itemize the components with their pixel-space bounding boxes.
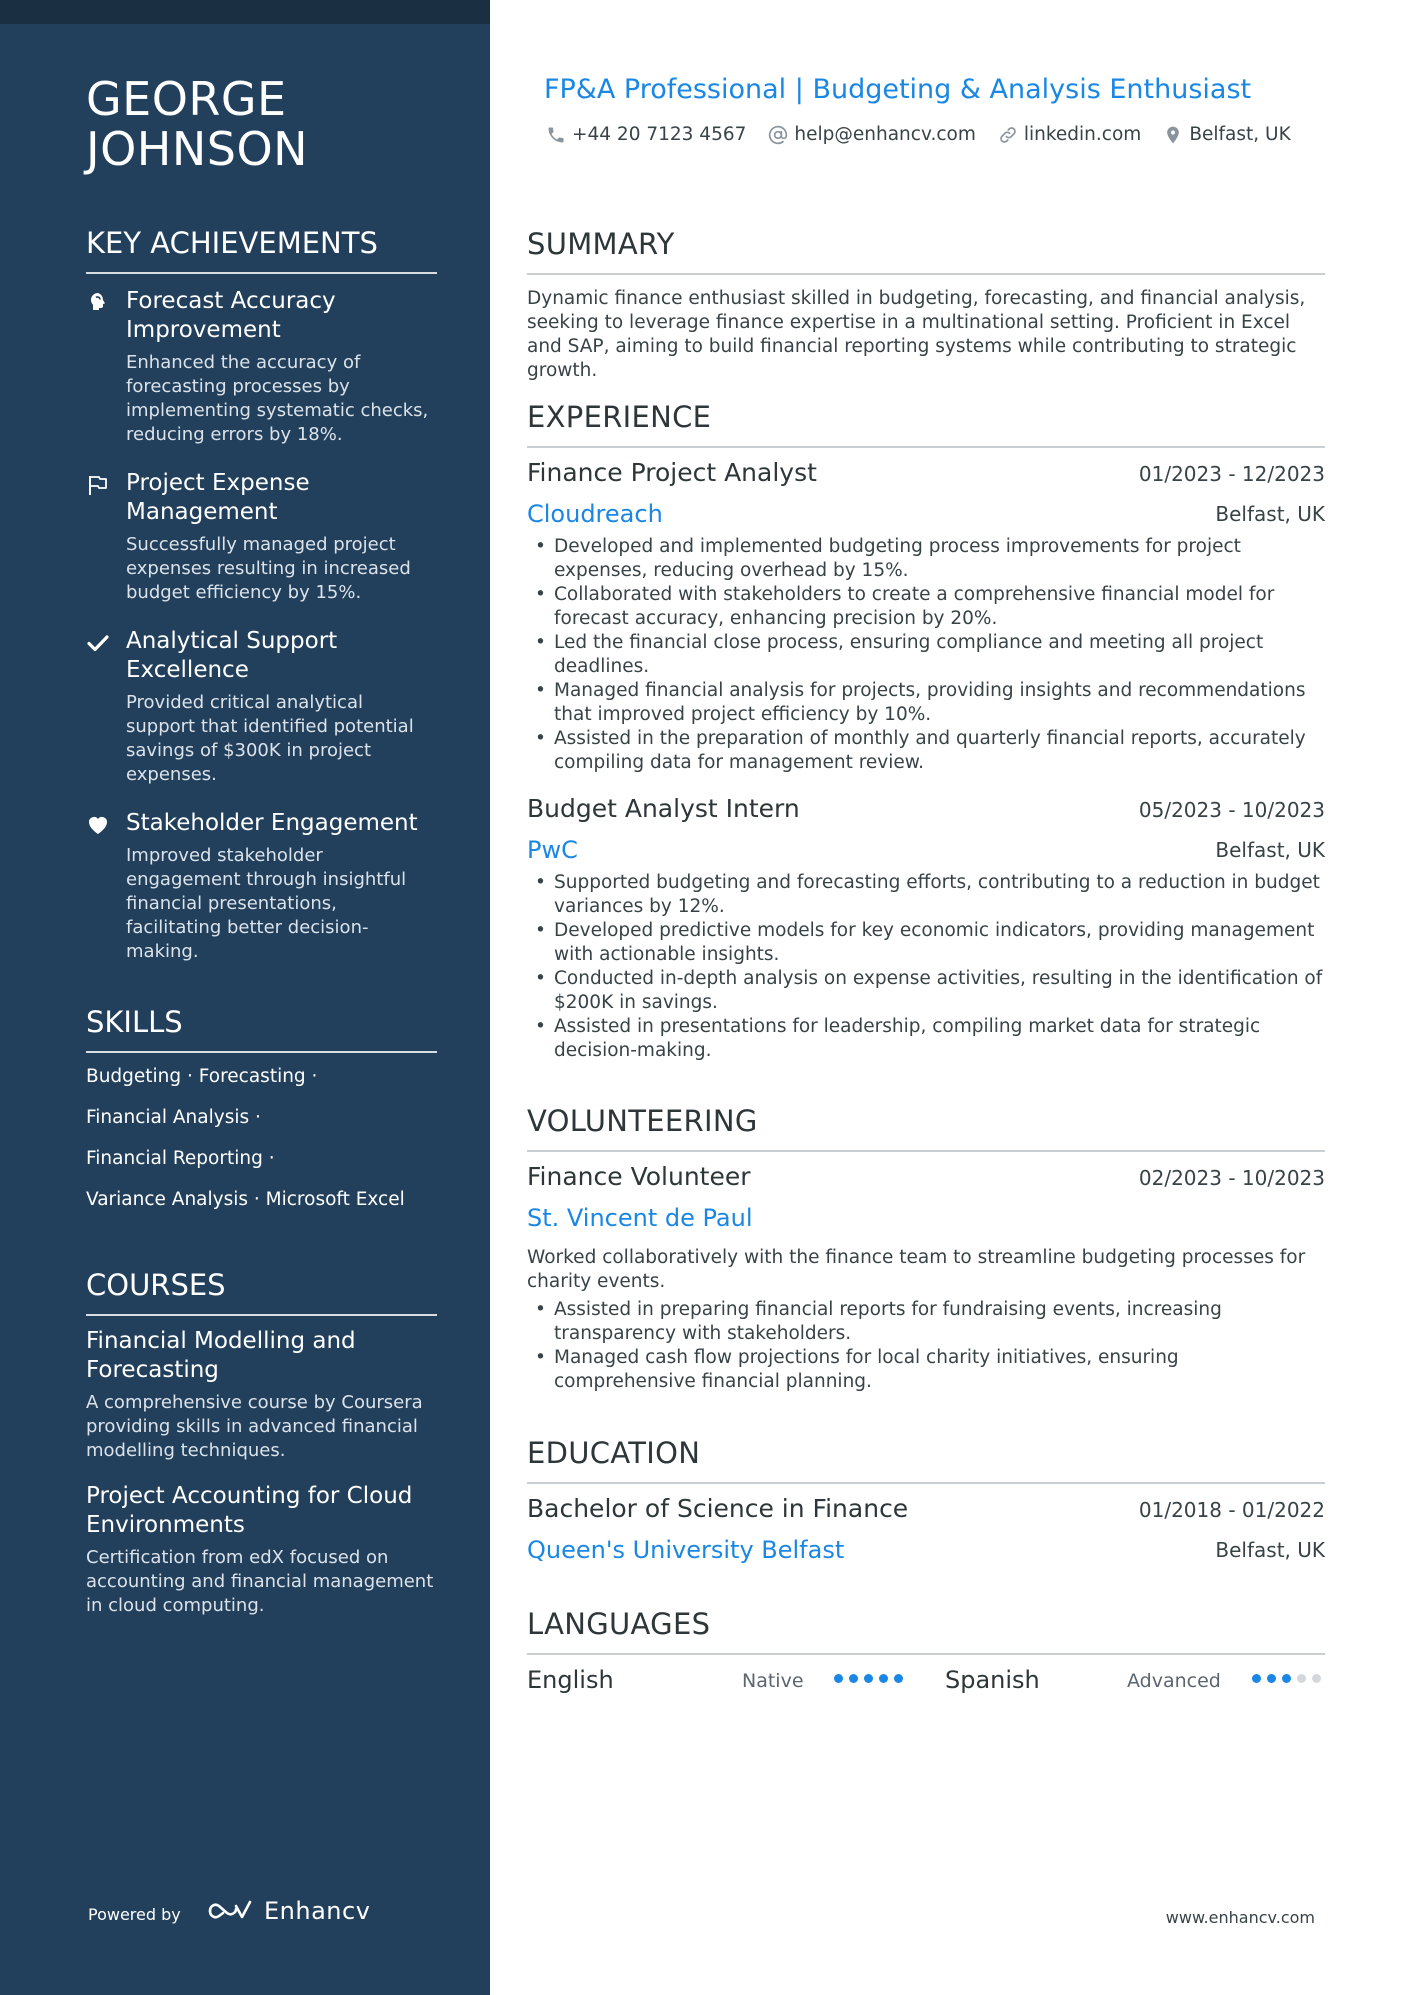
course-title: Financial Modelling and Forecasting xyxy=(86,1328,356,1383)
candidate-name xyxy=(86,74,308,174)
achievement-title: Project Expense Management xyxy=(126,470,310,525)
skills-line: Financial Reporting · xyxy=(86,1148,275,1169)
location-text: Belfast, UK xyxy=(1189,124,1291,145)
rating-dot-filled xyxy=(1282,1674,1291,1683)
phone-text: +44 20 7123 4567 xyxy=(572,124,747,145)
skills-title: SKILLS xyxy=(86,1005,437,1053)
contact-phone[interactable] xyxy=(546,124,746,145)
skills-line: Financial Analysis · xyxy=(86,1107,261,1128)
job-location: Belfast, UK xyxy=(1215,838,1325,862)
job-role: Finance Project Analyst xyxy=(527,458,817,487)
rating-dot-filled xyxy=(879,1674,888,1683)
rating-dot-filled xyxy=(834,1674,843,1683)
volunteer-dates: 02/2023 - 10/2023 xyxy=(1138,1166,1325,1190)
heart-icon xyxy=(86,813,110,837)
linkedin-text: linkedin.com xyxy=(1023,124,1142,145)
courses-title: COURSES xyxy=(86,1268,437,1316)
achievement-title: Forecast Accuracy Improvement xyxy=(126,288,336,343)
language-name: Spanish xyxy=(945,1666,1040,1694)
job-location: Belfast, UK xyxy=(1215,502,1325,526)
summary-text: Dynamic finance enthusiast skilled in budgeting, forecasting, and financial analysis, seeking to leverage finance expertise in a multinational setting. Proficient in Excel and SAP, aiming to build financial reporting systems while contributing to strategic growth. xyxy=(527,288,1306,381)
job-bullet: • Developed predictive models for key economic indicators, providing management with actionable insights. xyxy=(527,919,1325,967)
achievement-description: Improved stakeholder engagement through insightful financial presentations, facilitating better decision-making. xyxy=(126,845,407,962)
language-rating xyxy=(1252,1674,1321,1683)
course-description: A comprehensive course by Coursera providing skills in advanced financial modelling techniques. xyxy=(86,1392,423,1461)
enhancv-brand-name: Enhancv xyxy=(264,1897,371,1925)
job-dates: 05/2023 - 10/2023 xyxy=(1138,798,1325,822)
volunteer-org: St. Vincent de Paul xyxy=(527,1204,753,1232)
job-bullet: • Developed and implemented budgeting process improvements for project expenses, reducing overhead by 15%. xyxy=(527,535,1325,583)
language-rating xyxy=(834,1674,903,1683)
job-bullets xyxy=(527,535,1325,775)
job-company: Cloudreach xyxy=(527,500,663,528)
job-bullets xyxy=(527,871,1325,1063)
key-achievements-title: KEY ACHIEVEMENTS xyxy=(86,226,437,274)
contact-row xyxy=(546,124,1313,145)
email-text: help@enhancv.com xyxy=(794,124,976,145)
rating-dot-filled xyxy=(864,1674,873,1683)
job-bullet: • Conducted in-depth analysis on expense activities, resulting in the identification of $200K in savings. xyxy=(527,967,1325,1015)
name-line-1: GEORGE xyxy=(86,72,287,126)
achievement-description: Enhanced the accuracy of forecasting processes by implementing systematic checks, reducing errors by 18%. xyxy=(126,352,429,445)
language-level: Native xyxy=(742,1670,804,1692)
skills-line: Variance Analysis · Microsoft Excel xyxy=(86,1189,405,1210)
rating-dot-filled xyxy=(849,1674,858,1683)
summary-title: SUMMARY xyxy=(527,227,1325,275)
volunteer-bullets xyxy=(527,1298,1325,1394)
achievement-description: Successfully managed project expenses resulting in increased budget efficiency by 15%. xyxy=(126,534,411,603)
skills-line: Budgeting · Forecasting · xyxy=(86,1066,318,1087)
job-bullet: • Collaborated with stakeholders to create a comprehensive financial model for forecast accuracy, enhancing precision by 20%. xyxy=(527,583,1325,631)
job-bullet: • Assisted in presentations for leadership, compiling market data for strategic decision-making. xyxy=(527,1015,1325,1063)
link-icon xyxy=(998,125,1018,145)
education-title: EDUCATION xyxy=(527,1436,1325,1484)
achievement-title: Stakeholder Engagement xyxy=(126,810,418,836)
volunteer-bullet: • Assisted in preparing financial reports for fundraising events, increasing transparency with stakeholders. xyxy=(527,1298,1325,1346)
rating-dot-empty xyxy=(1312,1674,1321,1683)
name-line-2: JOHNSON xyxy=(86,122,309,176)
rating-dot-filled xyxy=(1252,1674,1261,1683)
headline: FP&A Professional | Budgeting & Analysis Enthusiast xyxy=(544,74,1252,105)
at-sign-icon xyxy=(768,125,788,145)
enhancv-logo-icon xyxy=(206,1898,254,1924)
language-name: English xyxy=(527,1666,614,1694)
achievement-description: Provided critical analytical support that identified potential savings of $300K in project expenses. xyxy=(126,692,414,785)
job-role: Budget Analyst Intern xyxy=(527,794,800,823)
job-bullet: • Assisted in the preparation of monthly and quarterly financial reports, accurately compiling data for management review. xyxy=(527,727,1325,775)
rating-dot-empty xyxy=(1297,1674,1306,1683)
powered-by-label: Powered by xyxy=(88,1905,181,1924)
website-footer[interactable]: www.enhancv.com xyxy=(1165,1908,1315,1927)
education-location: Belfast, UK xyxy=(1215,1538,1325,1562)
rating-dot-filled xyxy=(1267,1674,1276,1683)
enhancv-logo xyxy=(206,1896,370,1926)
sidebar xyxy=(0,0,490,1995)
education-dates: 01/2018 - 01/2022 xyxy=(1138,1498,1325,1522)
course-description: Certification from edX focused on accounting and financial management in cloud computing. xyxy=(86,1547,434,1616)
experience-title: EXPERIENCE xyxy=(527,400,1325,448)
location-pin-icon xyxy=(1163,125,1183,145)
achievement-title: Analytical Support Excellence xyxy=(126,628,338,683)
contact-location xyxy=(1163,124,1290,145)
volunteer-role: Finance Volunteer xyxy=(527,1162,751,1191)
phone-icon xyxy=(546,125,566,145)
job-company: PwC xyxy=(527,836,578,864)
checkmark-icon xyxy=(86,631,110,655)
brain-icon xyxy=(86,291,110,315)
sidebar-top-bar xyxy=(0,0,490,24)
course-title: Project Accounting for Cloud Environments xyxy=(86,1483,413,1538)
education-school: Queen's University Belfast xyxy=(527,1536,845,1564)
volunteer-bullet: • Managed cash flow projections for local charity initiatives, ensuring comprehensive financial planning. xyxy=(527,1346,1325,1394)
languages-title: LANGUAGES xyxy=(527,1607,1325,1655)
volunteering-title: VOLUNTEERING xyxy=(527,1104,1325,1152)
flag-icon xyxy=(86,473,110,497)
job-bullet: • Supported budgeting and forecasting efforts, contributing to a reduction in budget variances by 12%. xyxy=(527,871,1325,919)
job-bullet: • Led the financial close process, ensuring compliance and meeting all project deadlines. xyxy=(527,631,1325,679)
job-bullet: • Managed financial analysis for projects, providing insights and recommendations that improved project efficiency by 10%. xyxy=(527,679,1325,727)
language-level: Advanced xyxy=(1127,1670,1221,1692)
education-degree: Bachelor of Science in Finance xyxy=(527,1494,909,1523)
rating-dot-filled xyxy=(894,1674,903,1683)
volunteer-description: Worked collaboratively with the finance team to streamline budgeting processes for charity events. xyxy=(527,1247,1306,1292)
contact-email[interactable] xyxy=(768,124,975,145)
contact-linkedin[interactable] xyxy=(998,124,1141,145)
job-dates: 01/2023 - 12/2023 xyxy=(1138,462,1325,486)
